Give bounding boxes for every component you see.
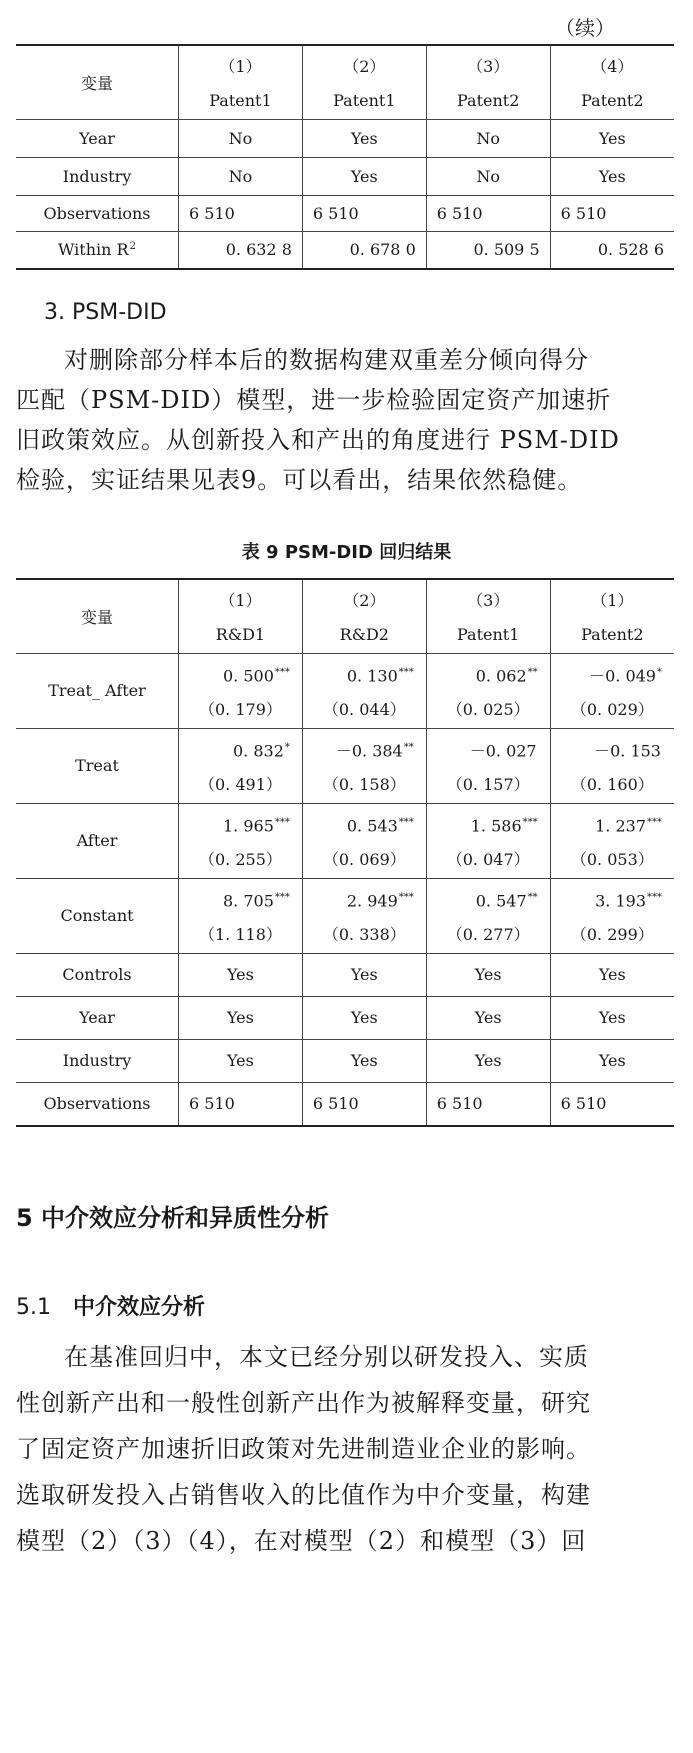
paragraph-line: 模型（2）（3）（4），在对模型（2）和模型（3）回 (16, 1527, 587, 1555)
paragraph (16, 340, 676, 500)
table-row (16, 157, 674, 195)
coef-cell (426, 878, 550, 953)
col-header-3 (426, 45, 550, 119)
significance-stars: *** (274, 666, 290, 678)
significance-stars: *** (274, 891, 290, 903)
col-num: （1） (219, 57, 262, 77)
significance-stars: *** (398, 891, 414, 903)
table-cell: 0. 509 5 (426, 231, 550, 269)
col-header-3 (426, 579, 550, 653)
coef-cell (550, 728, 674, 803)
table-cell: Yes (179, 996, 303, 1039)
significance-stars: *** (398, 666, 414, 678)
col-header-2 (302, 45, 426, 119)
col-num: （2） (343, 591, 386, 611)
col-header-1 (179, 45, 303, 119)
subsection-title: 中介效应分析 (73, 1295, 206, 1320)
table-cell: 6 510 (550, 1082, 674, 1126)
coef-cell (426, 803, 550, 878)
table-row (16, 878, 674, 953)
paragraph-line: 匹配（PSM-DID）模型，进一步检验固定资产加速折 (16, 386, 612, 414)
table-title: 表 9 PSM-DID 回归结果 (241, 542, 452, 563)
subsection-heading (16, 1290, 205, 1321)
significance-stars: ** (403, 741, 414, 753)
coef-cell (302, 653, 426, 728)
section-heading: 3. PSM-DID (44, 300, 167, 325)
coefficient: －0. 384 (335, 740, 403, 760)
coef-cell (426, 728, 550, 803)
col-name: Patent2 (581, 625, 644, 645)
row-label-text: Within R (58, 240, 129, 260)
table-cell: Yes (426, 996, 550, 1039)
col-header-2 (302, 579, 426, 653)
standard-error: （0. 179） (198, 699, 282, 719)
significance-stars: ** (527, 891, 538, 903)
paragraph-line (16, 1334, 676, 1380)
table-cell: 6 510 (426, 195, 550, 231)
col-num: （1） (591, 591, 634, 611)
table-cell: 0. 632 8 (179, 231, 303, 269)
coefficient: 1. 237 (595, 815, 646, 835)
superscript: 2 (129, 240, 136, 252)
col-num: （3） (467, 591, 510, 611)
standard-error: （0. 025） (446, 699, 530, 719)
coefficient: 1. 586 (470, 815, 522, 835)
table-cell: Yes (426, 953, 550, 996)
coefficient: －0. 049 (589, 665, 656, 685)
table-cell: Yes (550, 1039, 674, 1082)
table-cell: Yes (426, 1039, 550, 1082)
table-row (16, 996, 674, 1039)
table-cell: 6 510 (426, 1082, 550, 1126)
row-label: After (16, 803, 179, 878)
table-row (16, 1082, 674, 1126)
paragraph-line: 旧政策效应。从创新投入和产出的角度进行 PSM-DID (16, 426, 620, 454)
table-row (16, 803, 674, 878)
standard-error: （1. 118） (198, 924, 282, 944)
row-label: Year (16, 996, 179, 1039)
table-cell: 0. 678 0 (302, 231, 426, 269)
table-cell: 6 510 (302, 1082, 426, 1126)
coefficient: －0. 153 (594, 740, 661, 760)
standard-error: （0. 299） (570, 924, 654, 944)
standard-error: （0. 160） (570, 774, 654, 794)
row-label: Industry (16, 157, 179, 195)
col-name: Patent1 (209, 91, 272, 111)
significance-stars: * (284, 741, 290, 753)
col-name: R&D2 (339, 625, 389, 645)
table-cell: 6 510 (179, 195, 303, 231)
table-cell: Yes (302, 996, 426, 1039)
row-label: Observations (16, 1082, 179, 1126)
table-row (16, 1039, 674, 1082)
row-label: Constant (16, 878, 179, 953)
col-header-1 (179, 579, 303, 653)
col-name: Patent2 (456, 91, 520, 111)
col-num: （4） (591, 57, 634, 77)
coefficient: 0. 062 (475, 665, 527, 685)
table-cell: Yes (302, 1039, 426, 1082)
paragraph (16, 1334, 676, 1564)
var-header: 变量 (16, 579, 179, 653)
var-header: 变量 (16, 45, 179, 119)
paragraph-line: 选取研发投入占销售收入的比值作为中介变量，构建 (16, 1481, 591, 1509)
table-cell: No (179, 157, 303, 195)
line-text: 对删除部分样本后的数据构建双重差分倾向得分 (64, 346, 589, 374)
coef-cell (179, 803, 303, 878)
table-row (16, 728, 674, 803)
significance-stars: *** (647, 816, 662, 828)
table-row (16, 195, 674, 231)
coefficient: 3. 193 (595, 890, 646, 910)
table-cell: Yes (179, 953, 303, 996)
coefficient: 0. 547 (475, 890, 527, 910)
coef-cell (179, 878, 303, 953)
significance-stars: *** (274, 816, 290, 828)
coef-cell (302, 728, 426, 803)
standard-error: （0. 044） (322, 699, 406, 719)
significance-stars: ** (527, 666, 538, 678)
standard-error: （0. 069） (322, 849, 406, 869)
row-label: Observations (16, 195, 179, 231)
coefficient: 0. 543 (346, 815, 398, 835)
paragraph-line: 性创新产出和一般性创新产出作为被解释变量，研究 (16, 1389, 591, 1417)
coef-cell (550, 653, 674, 728)
standard-error: （0. 255） (198, 849, 282, 869)
coefficient: －0. 027 (469, 740, 537, 760)
standard-error: （0. 491） (198, 774, 282, 794)
row-label: Year (16, 119, 179, 157)
row-label: Industry (16, 1039, 179, 1082)
col-name: Patent1 (333, 91, 396, 111)
table-cell: Yes (550, 119, 674, 157)
coef-cell (302, 803, 426, 878)
col-num: （2） (343, 57, 386, 77)
table-cell: 6 510 (302, 195, 426, 231)
coefficient: 8. 705 (222, 890, 274, 910)
paragraph-line (16, 340, 676, 380)
paragraph-line: 检验，实证结果见表9。可以看出，结果依然稳健。 (16, 466, 583, 494)
coefficient: 0. 832 (232, 740, 284, 760)
coef-cell (550, 878, 674, 953)
table-cell: 6 510 (179, 1082, 303, 1126)
table-row (16, 653, 674, 728)
table-cell: Yes (550, 996, 674, 1039)
standard-error: （0. 047） (446, 849, 530, 869)
coefficient: 1. 965 (222, 815, 274, 835)
coefficient: 2. 949 (346, 890, 398, 910)
table-cell: Yes (550, 953, 674, 996)
table-cell: Yes (179, 1039, 303, 1082)
col-name: R&D1 (215, 625, 266, 645)
table-cell: Yes (302, 119, 426, 157)
row-label: Controls (16, 953, 179, 996)
row-label: Treat_ After (16, 653, 179, 728)
standard-error: （0. 029） (570, 699, 654, 719)
subsection-number: 5.1 (16, 1295, 51, 1320)
row-label (16, 231, 179, 269)
line-text: 在基准回归中，本文已经分别以研发投入、实质 (64, 1343, 589, 1371)
standard-error: （0. 053） (570, 849, 654, 869)
table-row (16, 119, 674, 157)
coef-cell (179, 653, 303, 728)
table-cell: No (426, 119, 550, 157)
col-num: （1） (219, 591, 262, 611)
table-cell: 6 510 (550, 195, 674, 231)
coef-cell (550, 803, 674, 878)
continued-label: （续） (555, 16, 615, 40)
coef-cell (179, 728, 303, 803)
coefficient: 0. 500 (222, 665, 274, 685)
coef-cell (426, 653, 550, 728)
standard-error: （0. 158） (322, 774, 406, 794)
table-cell: No (426, 157, 550, 195)
standard-error: （0. 157） (446, 774, 530, 794)
table-cell: Yes (302, 157, 426, 195)
col-name: Patent2 (581, 91, 644, 111)
col-header-4 (550, 579, 674, 653)
section-heading: 5 中介效应分析和异质性分析 (16, 1204, 330, 1232)
significance-stars: *** (522, 816, 538, 828)
table-row (16, 231, 674, 269)
psm-did-regression-table (16, 578, 674, 1127)
row-label: Treat (16, 728, 179, 803)
table-row (16, 953, 674, 996)
significance-stars: * (657, 666, 662, 678)
standard-error: （0. 338） (322, 924, 406, 944)
table-cell: 0. 528 6 (550, 231, 674, 269)
paragraph-line: 了固定资产加速折旧政策对先进制造业企业的影响。 (16, 1435, 591, 1463)
coef-cell (302, 878, 426, 953)
significance-stars: *** (398, 816, 414, 828)
table-cell: Yes (550, 157, 674, 195)
continued-regression-table (16, 44, 674, 270)
table-cell: No (179, 119, 303, 157)
col-name: Patent1 (456, 625, 520, 645)
significance-stars: *** (647, 891, 662, 903)
col-num: （3） (467, 57, 510, 77)
table-cell: Yes (302, 953, 426, 996)
col-header-4 (550, 45, 674, 119)
coefficient: 0. 130 (346, 665, 398, 685)
standard-error: （0. 277） (446, 924, 530, 944)
